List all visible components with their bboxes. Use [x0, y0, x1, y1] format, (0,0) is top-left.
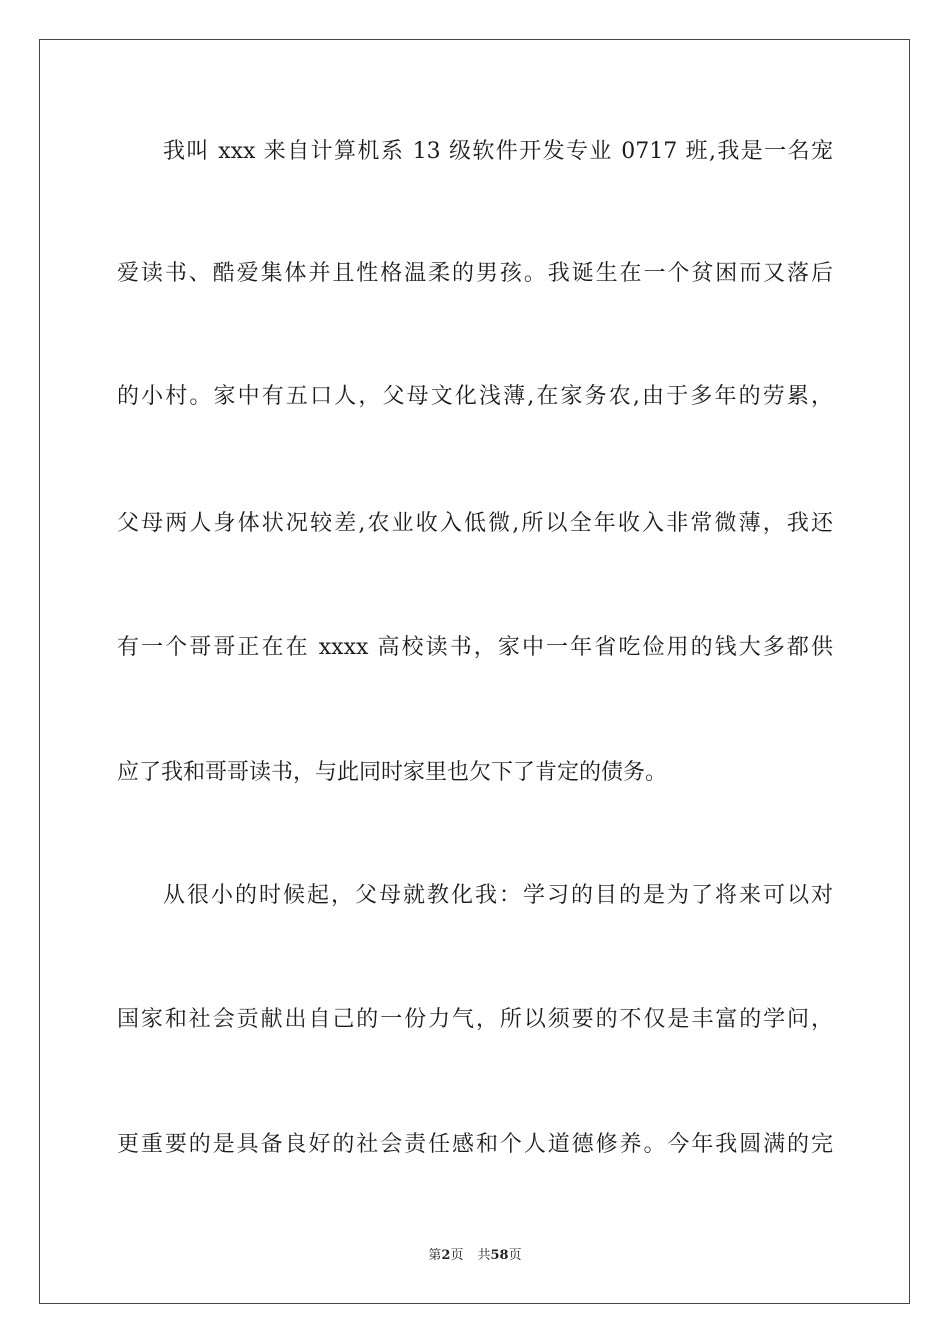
- paragraph-1-line-2: 爱读书、酷爱集体并且性格温柔的男孩。我诞生在一个贫困而又落后: [117, 261, 833, 286]
- current-page-number: 2: [441, 1248, 451, 1263]
- paragraph-2-line-2: 国家和社会贡献出自己的一份力气，所以须要的不仅是丰富的学问，: [117, 1007, 833, 1032]
- page-border: [39, 39, 910, 1304]
- paragraph-1-line-1: 我叫 xxx 来自计算机系 13 级软件开发专业 0717 班,我是一名宠: [163, 139, 833, 164]
- paragraph-1-line-5: 有一个哥哥正在在 xxxx 高校读书，家中一年省吃俭用的钱大多都供: [117, 635, 833, 660]
- total-prefix: 共: [477, 1248, 491, 1263]
- total-page-count: 58: [490, 1248, 509, 1263]
- paragraph-2-line-1: 从很小的时候起，父母就教化我：学习的目的是为了将来可以对: [163, 883, 833, 908]
- page-suffix: 页: [450, 1248, 464, 1263]
- page-footer: [0, 1247, 950, 1265]
- page-prefix: 第: [428, 1248, 442, 1263]
- paragraph-2-line-3: 更重要的是具备良好的社会责任感和个人道德修养。今年我圆满的完: [117, 1132, 833, 1157]
- paragraph-1-line-4: 父母两人身体状况较差,农业收入低微,所以全年收入非常微薄，我还: [117, 511, 833, 536]
- paragraph-1-line-3: 的小村。家中有五口人，父母文化浅薄,在家务农,由于多年的劳累，: [117, 384, 833, 409]
- total-suffix: 页: [508, 1248, 522, 1263]
- paragraph-1-line-6: 应了我和哥哥读书，与此同时家里也欠下了肯定的债务。: [117, 760, 668, 785]
